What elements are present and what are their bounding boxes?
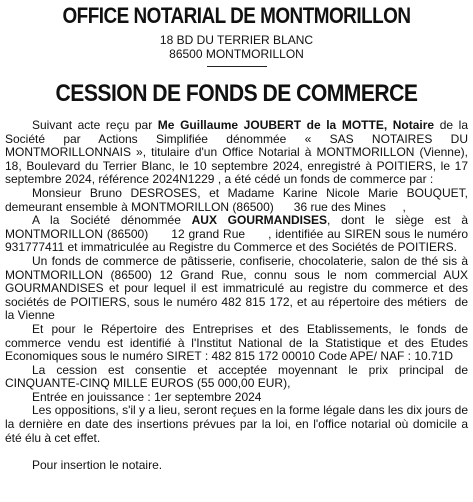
paragraph-registration: Et pour le Répertoire des Entreprises et des Etablissements, le fonds de commerce vendu est identifié à l'Institut National de la Statistique et des Etudes Economiques sous le numéro SIRET : 482 815 172 00010 Code APE/ NAF : 10.71D xyxy=(5,321,468,364)
buyer-company-name: AUX GOURMANDISES xyxy=(191,213,328,228)
notice-body xyxy=(5,118,472,472)
paragraph-price: La cession est consentie et acceptée moyennant le prix principal de CINQUANTE-CINQ MILLE EUROS (55 000,00 EUR), xyxy=(5,362,468,391)
paragraph-entry: Entrée en jouissance : 1er septembre 2024 xyxy=(32,389,262,404)
office-title: OFFICE NOTARIAL DE MONTMORILLON xyxy=(62,3,411,28)
office-address-city: 86500 MONTMORILLON xyxy=(169,47,304,61)
deed-intro-text: Suivant acte reçu par xyxy=(32,118,158,132)
paragraph-oppositions: Les oppositions, s'il y a lieu, seront reçues en la forme légale dans les dix jours de la dernière en date des insertions prévues par la loi, en l'office notarial où domicile a été élu à cet effet. xyxy=(5,403,468,445)
deed-details-text: de la Société par Actions Simplifiée dénommée « SAS NOTAIRES DU MONTMORILLONNAIS », titulaire d'un Office Notarial à MONTMORILLON (Vienne), 18, Boulevard du Terrier Blanc, le 10 septembre 2024, enregistré à POITIERS, le 17 septembre 2024, référence 2024N1229 , a été cédé un fonds de commerce par : xyxy=(5,118,468,187)
buyer-details-text: , dont le siège est à MONTMORILLON (86500) 12 grand Rue , identifiée au SIREN sous le numéro 931777411 et immatriculée au Registre du Commerce et des Sociétés de POITIERS. xyxy=(5,213,472,255)
notary-name: Me Guillaume JOUBERT de la MOTTE, Notaire xyxy=(157,118,435,132)
signature-line: Pour insertion le notaire. xyxy=(32,457,163,472)
paragraph-deed xyxy=(5,119,468,187)
paragraph-business: Un fonds de commerce de pâtisserie, confiserie, chocolaterie, salon de thé sis à MONTMORILLON (86500) 12 Grand Rue, connu sous le nom commercial AUX GOURMANDISES et pour lequel il est immatriculé au registre du commerce et des sociétés de POITIERS, sous le numéro 482 815 172, et au répertoire des métiers de la Vienne xyxy=(5,253,472,323)
office-address-street: 18 BD DU TERRIER BLANC xyxy=(159,33,314,47)
paragraph-sellers: Monsieur Bruno DESROSES, et Madame Karine Nicole Marie BOUQUET, demeurant ensemble à MONTMORILLON (86500) 36 rue des Mines , xyxy=(5,185,472,214)
paragraph-buyer xyxy=(5,213,472,255)
notice-title: CESSION DE FONDS DE COMMERCE xyxy=(55,80,418,107)
divider xyxy=(207,66,267,67)
buyer-intro-text: A la Société dénommée xyxy=(32,213,192,228)
